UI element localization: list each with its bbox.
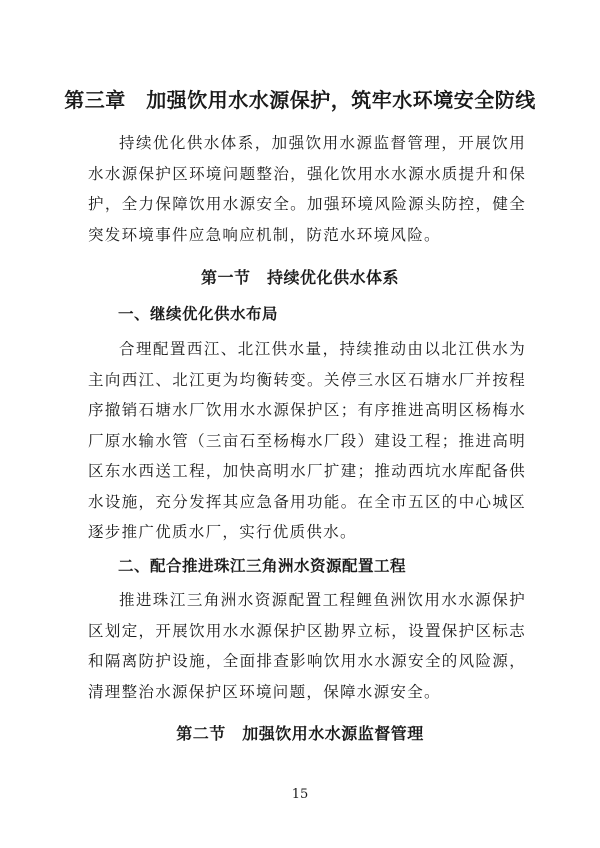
section-title-2: 第二节 加强饮用水水源监督管理 (176, 724, 424, 743)
subsection-title-1: 一、继续优化供水布局 (118, 305, 279, 323)
subsection-1-paragraph: 合理配置西江、北江供水量，持续推动由以北江供水为主向西江、北江更为均衡转变。关停三水区石塘水厂并按程序撤销石塘水厂饮用水水源保护区；有序推进高明区杨梅水厂原水输水管（三亩石至杨梅水厂段）建设工程；推进高明区东水西送工程，加快高明水厂扩建；推动西坑水库配备供水设施，充分发挥其应急备用功能。在全市五区的中心城区逐步推广优质水厂，实行优质供水。 (88, 340, 526, 541)
section-title-1: 第一节 持续优化供水体系 (200, 268, 399, 287)
page-number: 15 (291, 787, 309, 802)
intro-paragraph: 持续优化供水体系，加强饮用水源监督管理，开展饮用水水源保护区环境问题整治，强化饮用水水源水质提升和保护，全力保障饮用水源安全。加强环境风险源头防控，健全突发环境事件应急响应机制，防范水环境风险。 (88, 134, 526, 244)
chapter-title: 第三章 加强饮用水水源保护，筑牢水环境安全防线 (64, 88, 536, 112)
subsection-title-2: 二、配合推进珠江三角洲水资源配置工程 (118, 557, 407, 575)
subsection-2-paragraph: 推进珠江三角洲水资源配置工程鲤鱼洲饮用水水源保护区划定，开展饮用水水源保护区勘界立标，设置保护区标志和隔离防护设施，全面排查影响饮用水水源安全的风险源，清理整治水源保护区环境问题，保障水源安全。 (88, 591, 526, 701)
